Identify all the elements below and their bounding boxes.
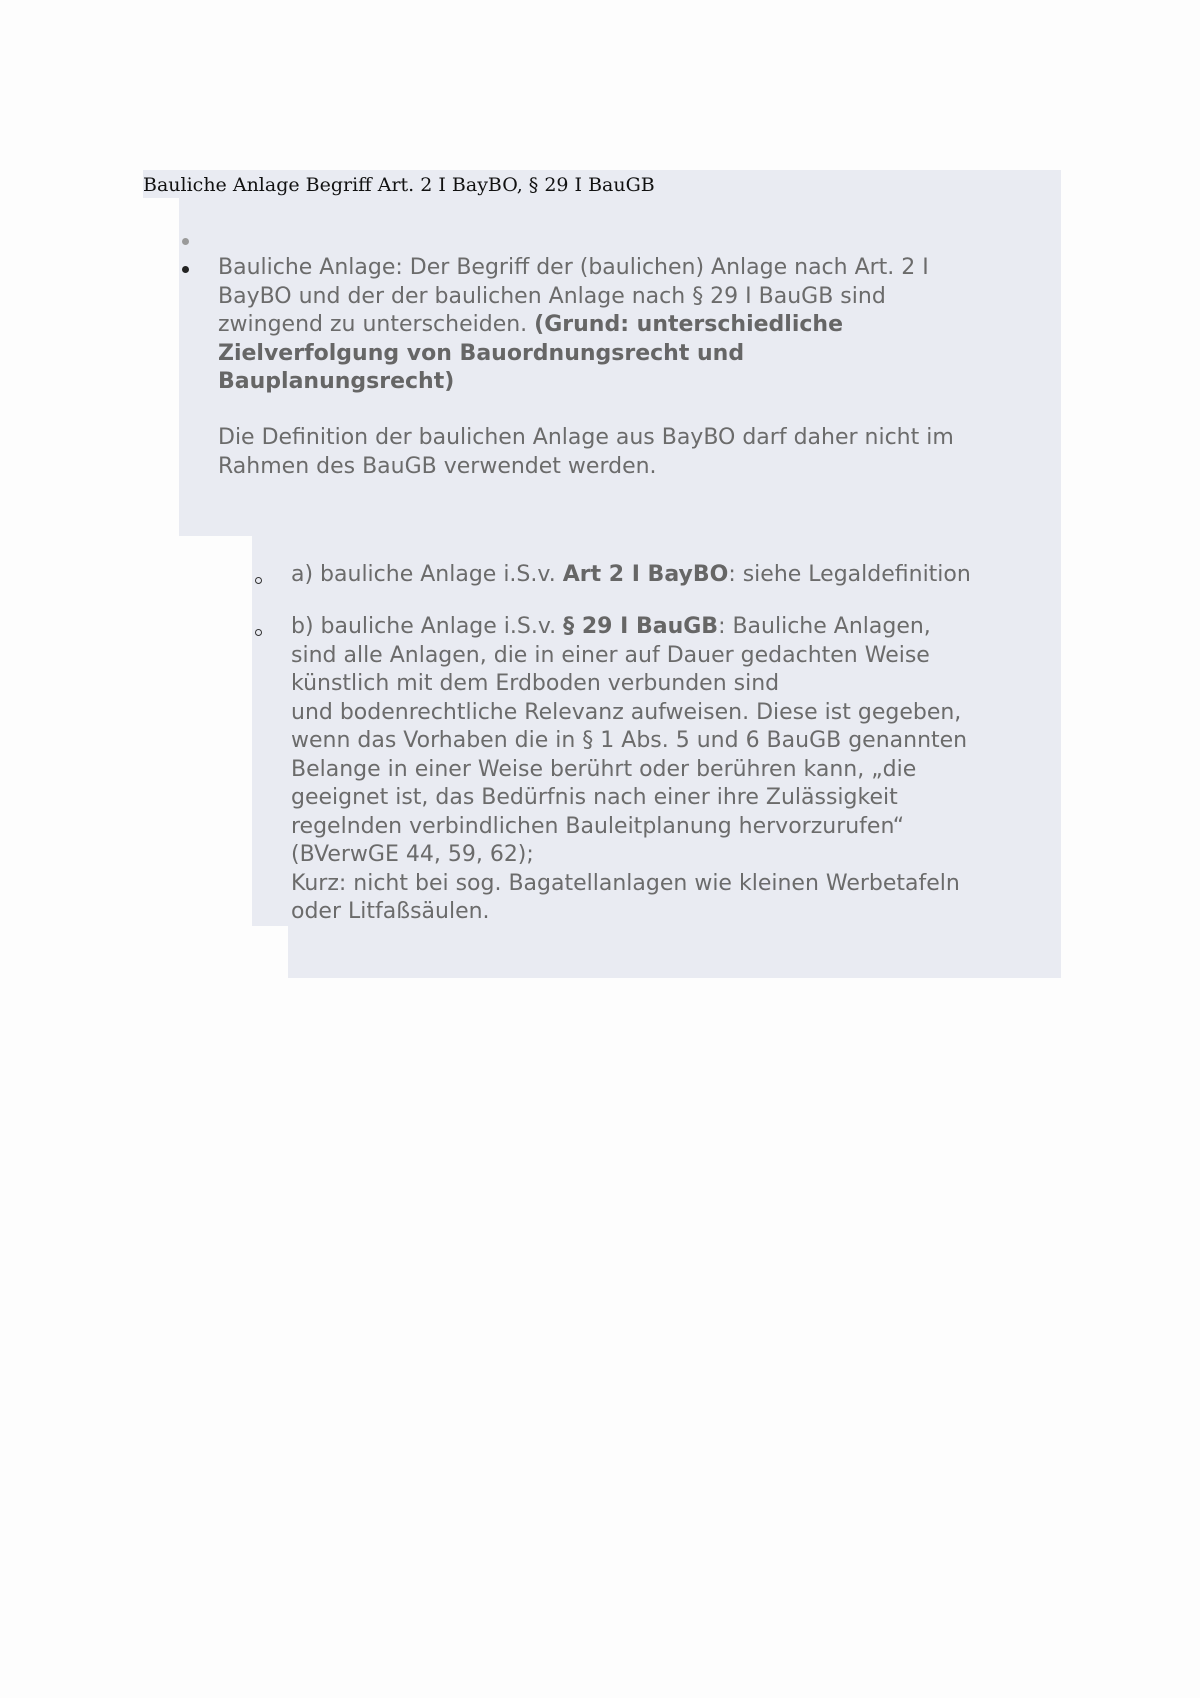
text-line: BayBO und der der baulichen Anlage nach § 29 I BauGB sind (218, 283, 886, 309)
sub-item-b (291, 613, 967, 927)
bold-fragment: Bauplanungsrecht) (218, 369, 455, 394)
text-line: Die Definition der baulichen Anlage aus BayBO darf daher nicht im (218, 425, 954, 450)
empty-bullet (182, 238, 189, 245)
text-fragment: : siehe Legaldefinition (728, 562, 971, 587)
text-line: regelnden verbindlichen Bauleitplanung hervorzurufen“ (291, 813, 905, 839)
text-line: Kurz: nicht bei sog. Bagatellanlagen wie kleinen Werbetafeln (291, 870, 960, 896)
document-title: Bauliche Anlage Begriff Art. 2 I BayBO, § 29 I BauGB (143, 174, 655, 196)
text-line (218, 340, 929, 369)
text-line: oder Litfaßsäulen. (291, 899, 490, 924)
text-line: Rahmen des BauGB verwendet werden. (218, 453, 657, 479)
bold-fragment: (Grund: unterschiedliche (534, 312, 843, 337)
text-fragment: : Bauliche Anlagen, (718, 614, 931, 639)
bold-fragment: Art 2 I BayBO (562, 562, 729, 587)
text-line: (BVerwGE 44, 59, 62); (291, 842, 534, 867)
text-line: und bodenrechtliche Relevanz aufweisen. Diese ist gegeben, (291, 699, 962, 725)
sub-item-a (291, 561, 971, 590)
text-line: künstlich mit dem Erdboden verbunden sind (291, 671, 780, 696)
sub-bullet-b (255, 629, 262, 636)
bullet-paragraph-2 (218, 424, 954, 481)
text-fragment: zwingend zu unterscheiden. (218, 312, 528, 337)
text-line: wenn das Vorhaben die in § 1 Abs. 5 und 6 BauGB genannten (291, 728, 968, 753)
main-bullet (182, 266, 189, 273)
text-fragment: b) bauliche Anlage i.S.v. (291, 614, 557, 639)
text-line: Belange in einer Weise berührt oder berühren kann, „die (291, 756, 917, 782)
text-line (218, 368, 929, 397)
highlight-block-bottom (288, 926, 1061, 978)
sub-bullet-a (255, 577, 262, 584)
text-line (218, 311, 929, 340)
text-line (291, 613, 967, 642)
text-fragment: a) bauliche Anlage i.S.v. (291, 562, 556, 587)
bullet-paragraph-1 (218, 254, 929, 397)
bold-fragment: Zielverfolgung von Bauordnungsrecht und (218, 340, 745, 366)
text-line (291, 561, 971, 590)
text-line: Bauliche Anlage: Der Begriff der (baulichen) Anlage nach Art. 2 I (218, 255, 929, 280)
bold-fragment: § 29 I BauGB (563, 614, 719, 639)
text-line: sind alle Anlagen, die in einer auf Dauer gedachten Weise (291, 642, 930, 668)
text-line: geeignet ist, das Bedürfnis nach einer ihre Zulässigkeit (291, 785, 898, 810)
